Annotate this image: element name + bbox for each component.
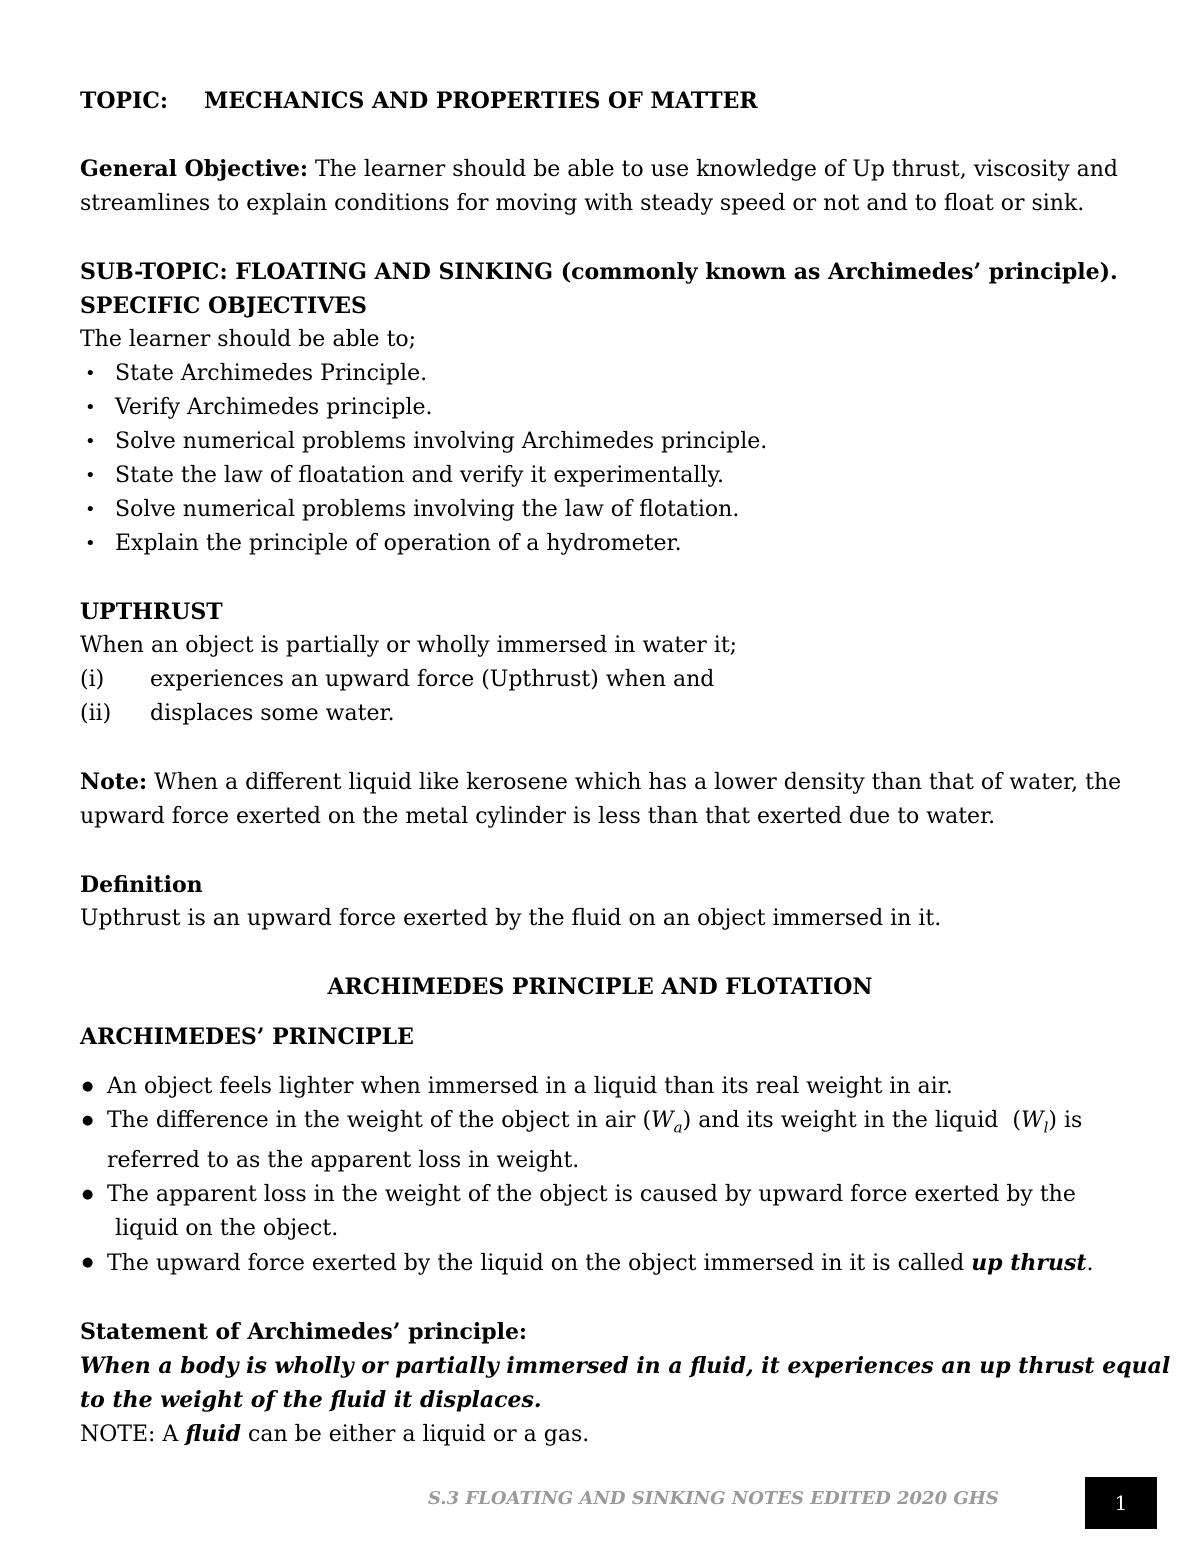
note-label: Note: — [80, 769, 148, 795]
list-item: • Solve numerical problems involving Archimedes principle. — [80, 425, 1120, 459]
topic-line — [80, 84, 1120, 118]
emphasis-term: fluid — [185, 1421, 242, 1448]
bullet-text: is — [1063, 1108, 1083, 1133]
topic-label: TOPIC: — [80, 88, 168, 114]
list-text: displaces some water. — [150, 701, 395, 726]
archimedes-heading: ARCHIMEDES’ PRINCIPLE — [80, 1024, 414, 1050]
note — [80, 765, 1120, 800]
list-item-continuation: referred to as the apparent loss in weight. — [107, 1148, 580, 1174]
statement-line2: to the weight of the fluid it displaces. — [80, 1387, 542, 1414]
bullet-text: . — [1086, 1251, 1094, 1277]
section-title: ARCHIMEDES PRINCIPLE AND FLOTATION — [327, 974, 873, 1000]
math-weight-liquid: $W_l$ — [1020, 1108, 1049, 1137]
list-text: experiences an upward force (Upthrust) when and — [150, 667, 715, 692]
list-item — [80, 1246, 1120, 1281]
list-number: (ii) — [80, 701, 112, 726]
bullet-text: The difference in the weight of the object in air — [107, 1108, 636, 1133]
page-number: 1 — [1085, 1477, 1157, 1529]
list-item: ● The difference in the weight of the object in air $(W_a)$ and its weight in the liquid $(W_l)$ is — [80, 1104, 1120, 1144]
definition-text: Upthrust is an upward force exerted by the fluid on an object immersed in it. — [80, 906, 942, 931]
math-weight-air: $W_a$ — [651, 1108, 683, 1137]
emphasis-term: up thrust — [971, 1250, 1087, 1277]
final-note-text: can be either a liquid or a gas. — [248, 1422, 590, 1448]
general-objective — [80, 152, 1120, 187]
topic-value: MECHANICS AND PROPERTIES OF MATTER — [204, 88, 758, 114]
final-note-text: NOTE: A — [80, 1422, 179, 1448]
list-number: (i) — [80, 667, 105, 692]
list-item — [80, 663, 1120, 697]
page-footer: S.3 FLOATING AND SINKING NOTES EDITED 2020 GHS — [428, 1488, 999, 1509]
list-item — [80, 697, 1120, 731]
list-item: ● An object feels lighter when immersed in a liquid than its real weight in air. — [80, 1070, 1120, 1104]
specific-objectives-heading: SPECIFIC OBJECTIVES — [80, 293, 367, 319]
upthrust-heading: UPTHRUST — [80, 599, 223, 625]
final-note — [80, 1417, 1120, 1452]
list-item: • State Archimedes Principle. — [80, 357, 1120, 391]
list-item-continuation: liquid on the object. — [115, 1216, 339, 1242]
bullet-text: and its weight in the liquid — [698, 1108, 999, 1133]
general-objective-line2: streamlines to explain conditions for moving with steady speed or not and to float or sink. — [80, 191, 1085, 216]
upthrust-intro: When an object is partially or wholly immersed in water it; — [80, 633, 738, 658]
general-objective-label: General Objective: — [80, 156, 308, 182]
specific-objectives-intro: The learner should be able to; — [80, 327, 417, 352]
list-item: • State the law of floatation and verify it experimentally. — [80, 459, 1120, 493]
list-item: • Explain the principle of operation of a hydrometer. — [80, 527, 1120, 561]
statement-line1: When a body is wholly or partially immersed in a fluid, it experiences an up thrust equal — [80, 1353, 1171, 1380]
general-objective-line1: The learner should be able to use knowledge of Up thrust, viscosity and — [314, 157, 1118, 182]
definition-heading: Definition — [80, 872, 203, 898]
list-item: ● The apparent loss in the weight of the object is caused by upward force exerted by the — [80, 1178, 1120, 1212]
list-item: • Solve numerical problems involving the law of flotation. — [80, 493, 1120, 527]
document-page — [80, 84, 1171, 1452]
sub-topic: SUB-TOPIC: FLOATING AND SINKING (commonly known as Archimedes’ principle). — [80, 259, 1118, 285]
note-line2: upward force exerted on the metal cylinder is less than that exerted due to water. — [80, 804, 996, 829]
note-line1: When a different liquid like kerosene which has a lower density than that of water, the — [154, 770, 1122, 795]
list-item: • Verify Archimedes principle. — [80, 391, 1120, 425]
statement-heading: Statement of Archimedes’ principle: — [80, 1319, 528, 1346]
bullet-text: The upward force exerted by the liquid on the object immersed in it is called — [107, 1251, 965, 1277]
